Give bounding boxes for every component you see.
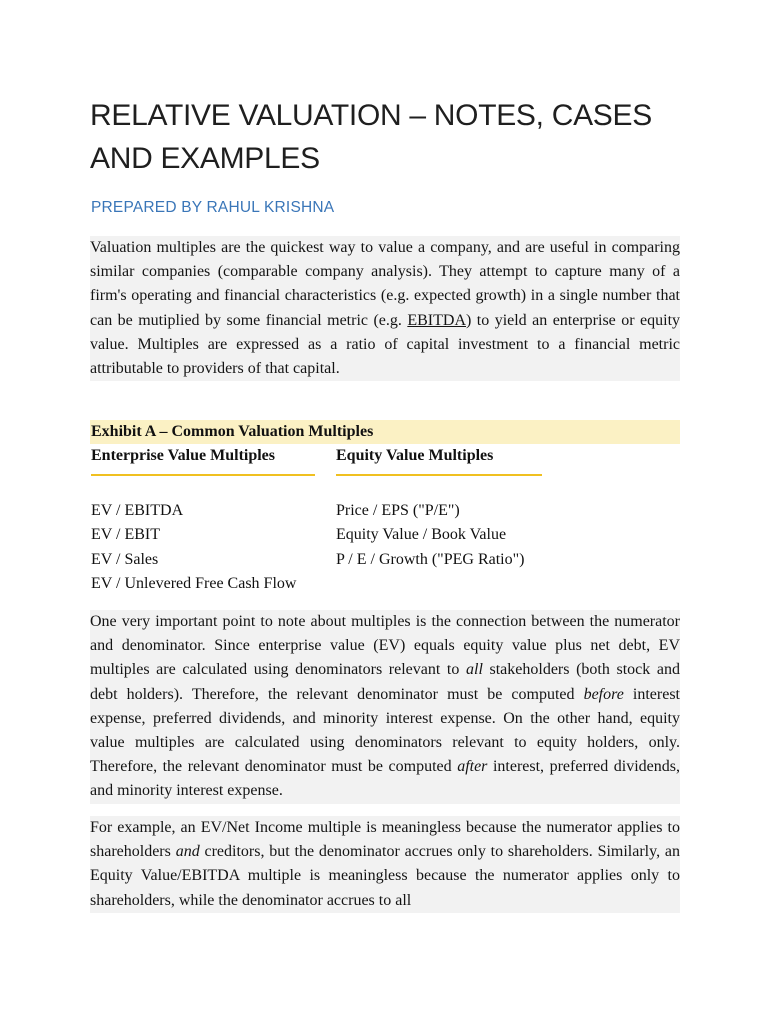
- emphasis-after: after: [457, 758, 488, 776]
- intro-text-end: ) to yield an enterprise or equity value. Multiples are expressed as a ratio of capital investment to a financial metric attributable to providers of that capital.: [90, 311, 681, 378]
- intro-paragraph: [90, 236, 680, 381]
- list-item: EV / Sales: [91, 550, 159, 568]
- list-item: EV / EBIT: [91, 526, 161, 544]
- equity-value-heading: Equity Value Multiples: [336, 447, 494, 464]
- emphasis-before: before: [583, 685, 624, 703]
- ebitda-link[interactable]: EBITDA: [407, 311, 466, 329]
- intro-text-start: Valuation multiples are the quickest way to value a company, and are useful in comparing similar companies (comparable company analysis). They attempt to capture many of a firm's operating and financial characteristics (e.g. expected growth) in a single number that can be mutiplied by some financial metric (e.g.: [90, 239, 680, 329]
- numerator-denominator-paragraph: [90, 610, 680, 804]
- emphasis-and: and: [175, 843, 200, 861]
- enterprise-value-heading: Enterprise Value Multiples: [91, 447, 276, 464]
- paragraph-text: interest, preferred dividends, and minority interest expense.: [90, 758, 680, 800]
- equity-heading-underline: [336, 474, 542, 476]
- list-item: Equity Value / Book Value: [336, 526, 507, 544]
- list-item: P / E / Growth ("PEG Ratio"): [336, 550, 525, 568]
- paragraph-text: stakeholders (both stock and debt holders). Therefore, the relevant denominator must be computed: [90, 661, 680, 703]
- paragraph-text: interest expense, preferred dividends, and minority interest expense. On the other hand, equity value multiples are calculated using denominators relevant to equity holders, only. Therefore, the relevant denominator must be computed: [90, 685, 680, 776]
- list-item: EV / EBITDA: [91, 502, 184, 519]
- list-item: EV / Unlevered Free Cash Flow: [91, 574, 297, 592]
- list-item: Price / EPS ("P/E"): [336, 502, 460, 519]
- paragraph-text: creditors, but the denominator accrues only to shareholders. Similarly, an Equity Value/EBITDA multiple is meaningless because the numerator applies only to shareholders, while the denominator accrues to all: [90, 843, 681, 909]
- equity-multiples-list: [336, 499, 524, 572]
- example-paragraph: [90, 816, 680, 913]
- paragraph-text: For example, an EV/Net Income multiple is meaningless because the numerator applies to shareholders: [90, 819, 680, 861]
- enterprise-heading-underline: [91, 474, 315, 476]
- exhibit-title: Exhibit A – Common Valuation Multiples: [91, 423, 374, 440]
- page-title: RELATIVE VALUATION – NOTES, CASES AND EXAMPLES: [90, 99, 652, 175]
- enterprise-multiples-list: [91, 499, 296, 596]
- paragraph-text: One very important point to note about multiples is the connection between the numerator and denominator. Since enterprise value (EV) equals equity value plus net debt, EV multiples are calculated using denominators relevant to: [90, 613, 680, 679]
- author-subtitle: PREPARED BY RAHUL KRISHNA: [91, 199, 335, 216]
- emphasis-all: all: [466, 661, 483, 679]
